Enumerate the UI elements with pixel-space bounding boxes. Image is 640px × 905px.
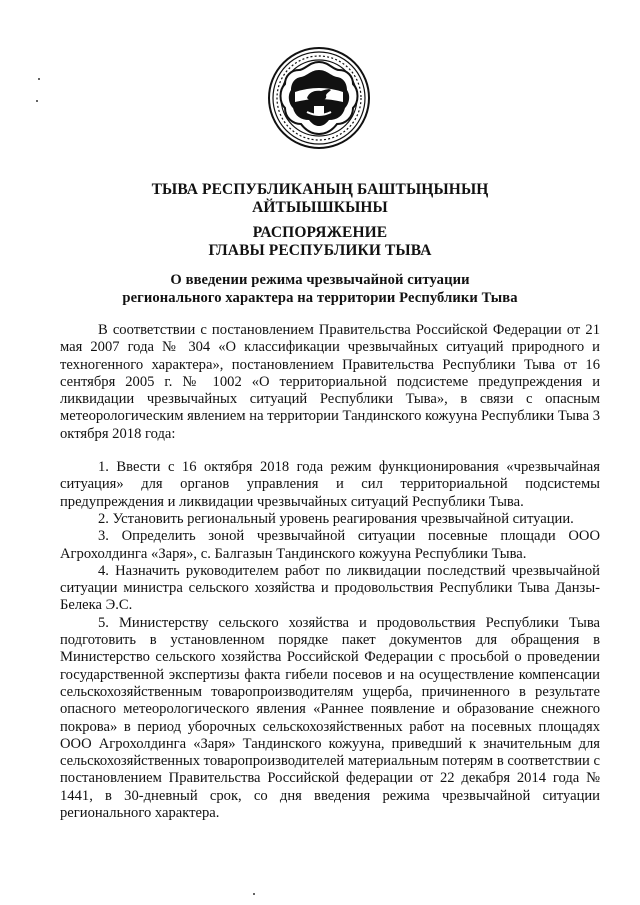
item-1-paragraph: 1. Ввести с 16 октября 2018 года режим функционирования «чрезвычайная ситуация» для органов управления и сил территориальной подсистемы предупреждения и ликвидации чрезвычайных ситуаций Республики Тыва. (60, 459, 600, 510)
scan-speck (253, 893, 255, 895)
document-body (60, 322, 600, 822)
title-line-1: О введении режима чрезвычайной ситуации (170, 272, 470, 288)
scan-speck (38, 78, 40, 80)
document-title (0, 271, 640, 307)
header-line-3: РАСПОРЯЖЕНИЕ (252, 224, 388, 241)
preamble-paragraph: В соответствии с постановлением Правительства Российской Федерации от 21 мая 2007 года № 304 «О классификации чрезвычайных ситуаций природного и техногенного характера», постановлением Правительства Республики Тыва от 16 сентября 2005 г. № 1002 «О территориальной подсистеме предупреждения и ликвидации чрезвычайных ситуаций Республики Тыва», в связи с опасным метеорологическим явлением на территории Тандинского кожууна Республики Тыва 3 октября 2018 года: (60, 322, 600, 442)
header-line-4: ГЛАВЫ РЕСПУБЛИКИ ТЫВА (208, 242, 432, 259)
item-3-paragraph: 3. Определить зоной чрезвычайной ситуации посевные площади ООО Агрохолдинга «Заря», с. Балгазын Тандинского кожууна Республики Тыва. (60, 528, 600, 562)
header-line-2: АЙТЫЫШКЫНЫ (252, 199, 388, 216)
tuva-emblem-icon (267, 46, 371, 150)
document-type-block (0, 224, 640, 260)
scan-speck (36, 100, 38, 102)
header-line-1: ТЫВА РЕСПУБЛИКАНЫҢ БАШТЫҢЫНЫҢ (151, 181, 489, 198)
item-4-paragraph: 4. Назначить руководителем работ по ликвидации последствий чрезвычайной ситуации министра сельского хозяйства и продовольствия Республики Тыва Данзы-Белека Э.С. (60, 562, 600, 614)
item-5-paragraph: 5. Министерству сельского хозяйства и продовольствия Республики Тыва подготовить в установленном порядке пакет документов для обращения в Министерство сельского хозяйства Российской Федерации с просьбой о проведении государственной экспертизы факта гибели посевов и на осуществление компенсации сельскохозяйственным товаропроизводителям ущерба, причиненного в результате опасного метеорологического явления «Раннее появление и образование снежного покрова» в период уборочных сельскохозяйственных работ на посевных площадях ООО Агрохолдинга «Заря» Тандинского кожууна, приведший к значительным для сельскохозяйственных товаропроизводителей материальным потерям в соответствии с постановлением Правительства Российской федерации от 22 декабря 2014 года № 1441, в 30-дневный срок, со дня введения режима чрезвычайной ситуации регионального характера. (60, 614, 600, 822)
item-2-paragraph: 2. Установить региональный уровень реагирования чрезвычайной ситуации. (98, 510, 574, 527)
title-line-2: регионального характера на территории Республики Тыва (122, 290, 518, 306)
header-block (0, 181, 640, 217)
